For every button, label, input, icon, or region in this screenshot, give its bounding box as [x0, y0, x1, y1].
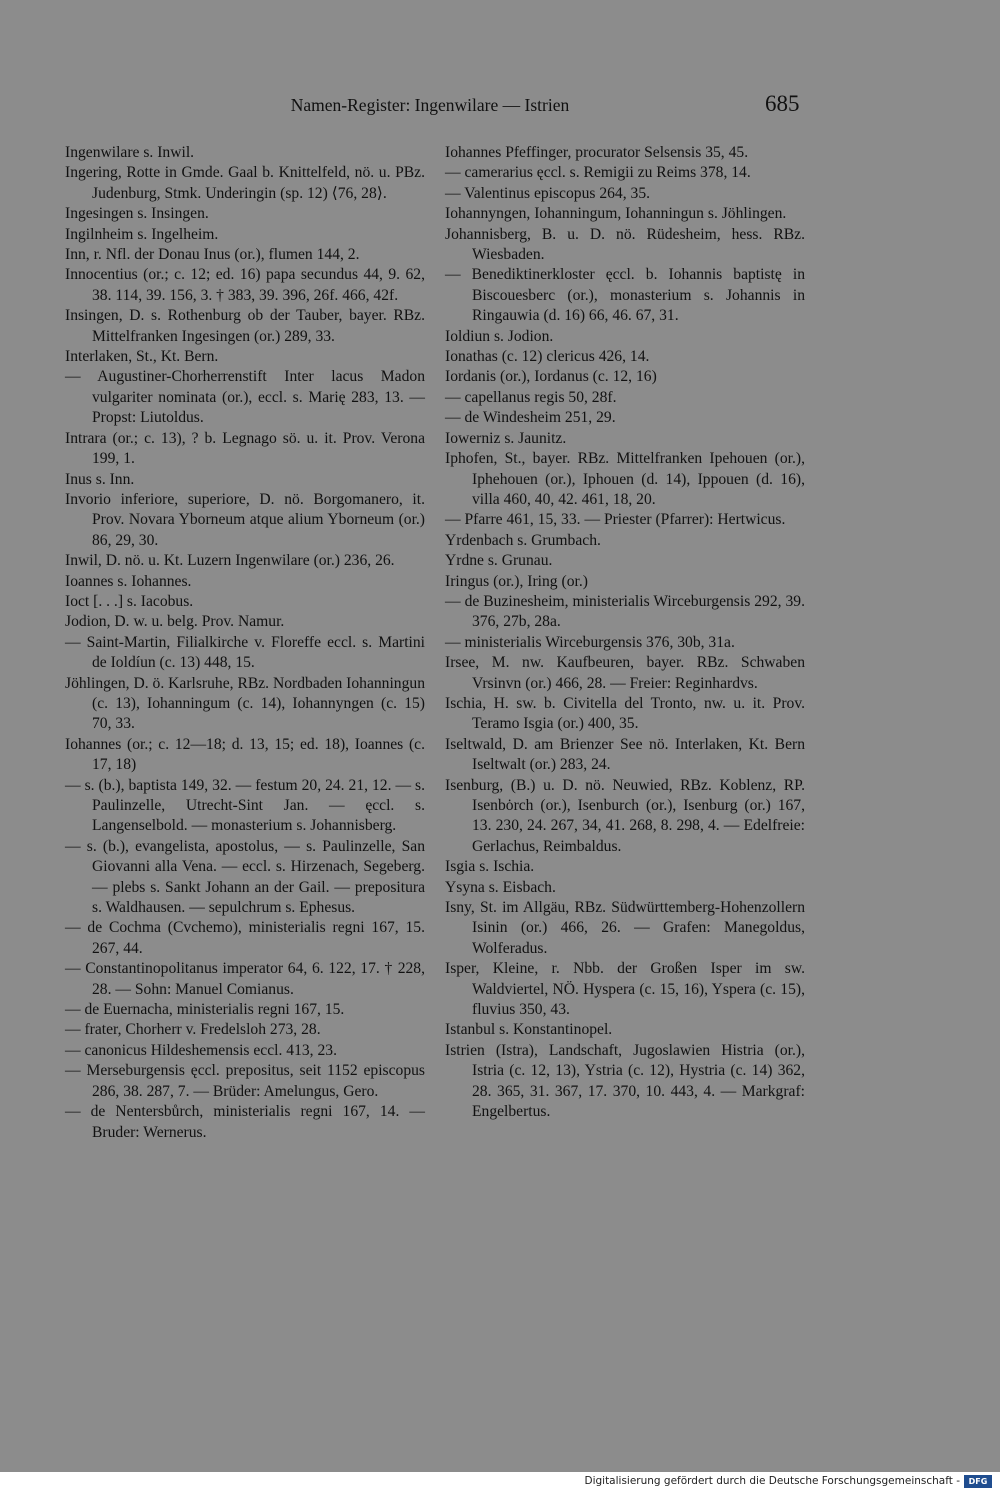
index-entry: Jöhlingen, D. ö. Karlsruhe, RBz. Nordbaden Iohanningun (c. 13), Iohanningum (c. 14), Iohannyngen (c. 15) 70, 33. — [65, 674, 425, 733]
index-entry: Ioldiun s. Jodion. — [445, 327, 554, 345]
index-entry: Ysyna s. Eisbach. — [445, 878, 556, 896]
index-subentry: — frater, Chorherr v. Fredelsloh 273, 28. — [65, 1021, 321, 1039]
index-entry: Iseltwald, D. am Brienzer See nö. Interlaken, Kt. Bern Iseltwalt (or.) 283, 24. — [445, 735, 805, 774]
index-entry: Iohannyngen, Iohanningum, Iohanningun s. Jöhlingen. — [445, 205, 787, 223]
index-entry: Iohannes Pfeffinger, procurator Selsensis 35, 45. — [445, 144, 749, 161]
index-subentry: — s. (b.), evangelista, apostolus, — s. Paulinzelle, San Giovanni alla Vena. — eccl. s. Hirzenach, Segeberg. — plebs s. Sankt Johann an der Gail. — prepositura s. Waldhausen. — sepulchrum s. Ephesus. — [65, 837, 425, 917]
index-entry: Yrdenbach s. Grumbach. — [445, 531, 601, 549]
index-entry: Ingering, Rotte in Gmde. Gaal b. Knittelfeld, nö. u. PBz. Judenburg, Stmk. Underingin (sp. 12) ⟨76, 28⟩. — [65, 164, 425, 202]
index-subentry: — camerarius ęccl. s. Remigii zu Reims 378, 14. — [445, 164, 751, 182]
index-entry: Yrdne s. Grunau. — [445, 552, 553, 570]
index-entry: Iohannes (or.; c. 12—18; d. 13, 15; ed. 18), Ioannes (c. 17, 18) — [65, 735, 425, 774]
index-entry: Johannisberg, B. u. D. nö. Rüdesheim, hess. RBz. Wiesbaden. — [445, 225, 805, 264]
page-number: 685 — [765, 91, 800, 116]
index-entry: Ioct [. . .] s. Iacobus. — [65, 592, 194, 610]
index-entry: Isny, St. im Allgäu, RBz. Südwürttemberg-Hohenzollern Isinin (or.) 466, 26. — Grafen: Manegoldus, Wolferadus. — [445, 899, 805, 957]
index-subentry: — Merseburgensis ęccl. prepositus, seit 1152 episcopus 286, 38. 287, 7. — Brüder: Amelungus, Gero. — [65, 1062, 425, 1100]
index-entry: Ingenwilare s. Inwil. — [65, 144, 195, 161]
running-title: Namen-Register: Ingenwilare — Istrien — [290, 95, 570, 115]
index-entry: Iringus (or.), Iring (or.) — [445, 572, 588, 590]
index-subentry: — de Euernacha, ministerialis regni 167, 15. — [65, 1001, 345, 1019]
index-subentry: — capellanus regis 50, 28f. — [445, 388, 617, 406]
index-entry: Istrien (Istra), Landschaft, Jugoslawien Histria (or.), Istria (c. 12, 13), Ystria (c. 12), Hystria (c. 14) 362, 28. 365, 31. 367, 17. 370, 10. 443, 4. — Markgraf: Engelbertus. — [445, 1041, 805, 1121]
index-subentry: — de Windesheim 251, 29. — [445, 409, 616, 427]
index-subentry: — Augustiner-Chorherrenstift Inter lacus Madon vulgariter nominata (or.), eccl. s. Marię 283, 13. — Propst: Liutoldus. — [65, 368, 425, 427]
index-entry: Isper, Kleine, r. Nbb. der Großen Isper im sw. Waldviertel, NÖ. Hyspera (c. 15, 16), Yspera (c. 15), fluvius 350, 43. — [445, 960, 805, 1019]
funding-note: Digitalisierung gefördert durch die Deutsche Forschungsgemeinschaft - — [584, 1475, 960, 1487]
index-entry: Iphofen, St., bayer. RBz. Mittelfranken Ipehouen (or.), Iphehouen (or.), Iphouen (d. 14), Ippouen (d. 16), villa 460, 40, 42. 461, 18, 20. — [445, 450, 805, 508]
index-entry: Inwil, D. nö. u. Kt. Luzern Ingenwilare (or.) 236, 26. — [65, 552, 395, 570]
index-entry: Istanbul s. Konstantinopel. — [445, 1021, 613, 1039]
index-subentry: — s. (b.), baptista 149, 32. — festum 20, 24. 21, 12. — s. Paulinzelle, Utrecht-Sint Jan. — ęccl. s. Langenselbold. — monasterium s. Johannisberg. — [65, 776, 425, 835]
index-subentry: — Benediktinerkloster ęccl. b. Iohannis baptistę in Biscouesberc (or.), monasterium s. Johannis in Ringauwia (d. 16) 66, 46. 67, 31. — [445, 266, 805, 325]
index-entry: Invorio inferiore, superiore, D. nö. Borgomanero, it. Prov. Novara Yborneum atque alium Yborneum (or.) 86, 29, 30. — [65, 490, 425, 549]
index-entry: Ingesingen s. Insingen. — [65, 205, 209, 223]
index-subentry: — canonicus Hildeshemensis eccl. 413, 23. — [65, 1041, 337, 1059]
index-entry: Isgia s. Ischia. — [445, 858, 535, 876]
index-subentry: — Pfarre 461, 15, 33. — Priester (Pfarrer): Hertwicus. — [445, 511, 786, 529]
index-entry: Jodion, D. w. u. belg. Prov. Namur. — [65, 613, 285, 631]
index-entry: Iowerniz s. Jaunitz. — [445, 429, 567, 447]
index-entry: Inn, r. Nfl. der Donau Inus (or.), flumen 144, 2. — [65, 246, 360, 264]
page-header — [0, 93, 1000, 123]
index-entry: Innocentius (or.; c. 12; ed. 16) papa secundus 44, 9. 62, 38. 114, 39. 156, 3. † 383, 39. 396, 26f. 466, 42f. — [65, 266, 425, 304]
index-entry: Ionathas (c. 12) clericus 426, 14. — [445, 348, 650, 366]
index-subentry: — Valentinus episcopus 264, 35. — [445, 184, 651, 202]
index-subentry: — ministerialis Wirceburgensis 376, 30b, 31a. — [445, 633, 735, 651]
index-entry: Intrara (or.; c. 13), ? b. Legnago sö. u. it. Prov. Verona 199, 1. — [65, 429, 425, 468]
index-subentry: — de Nentersbůrch, ministerialis regni 167, 14. — Bruder: Wernerus. — [65, 1103, 425, 1141]
left-column — [65, 143, 425, 1143]
index-entry: Ioannes s. Iohannes. — [65, 572, 192, 590]
index-subentry: — Constantinopolitanus imperator 64, 6. 122, 17. † 228, 28. — Sohn: Manuel Comianus. — [65, 960, 425, 998]
index-entry: Ingilnheim s. Ingelheim. — [65, 225, 219, 243]
index-subentry: — de Buzinesheim, ministerialis Wirceburgensis 292, 39. 376, 27b, 28a. — [445, 592, 805, 631]
index-entry: Ischia, H. sw. b. Civitella del Tronto, nw. u. it. Prov. Teramo Isgia (or.) 400, 35. — [445, 694, 805, 733]
index-entry: Iordanis (or.), Iordanus (c. 12, 16) — [445, 368, 657, 386]
index-entry: Interlaken, St., Kt. Bern. — [65, 348, 219, 366]
index-subentry: — de Cochma (Cvchemo), ministerialis regni 167, 15. 267, 44. — [65, 919, 425, 957]
index-subentry: — Saint-Martin, Filialkirche v. Floreffe eccl. s. Martini de Ioldíun (c. 13) 448, 15. — [65, 633, 425, 672]
index-entry: Isenburg, (B.) u. D. nö. Neuwied, RBz. Koblenz, RP. Isenbȯrch (or.), Isenburch (or.), Isenburg (or.) 167, 13. 230, 24. 267, 34, 41. 268, 8. 298, 4. — Edelfreie: Gerlachus, Reimbaldus. — [445, 776, 805, 855]
index-entry: Insingen, D. s. Rothenburg ob der Tauber, bayer. RBz. Mittelfranken Ingesingen (or.) 289, 33. — [65, 307, 425, 345]
right-column — [445, 143, 805, 1123]
dfg-logo: DFG — [964, 1475, 992, 1488]
index-entry: Inus s. Inn. — [65, 470, 135, 488]
page-footer — [0, 1472, 1000, 1491]
index-entry: Irsee, M. nw. Kaufbeuren, bayer. RBz. Schwaben Vrsinvn (or.) 466, 28. — Freier: Reginhardvs. — [445, 654, 805, 692]
